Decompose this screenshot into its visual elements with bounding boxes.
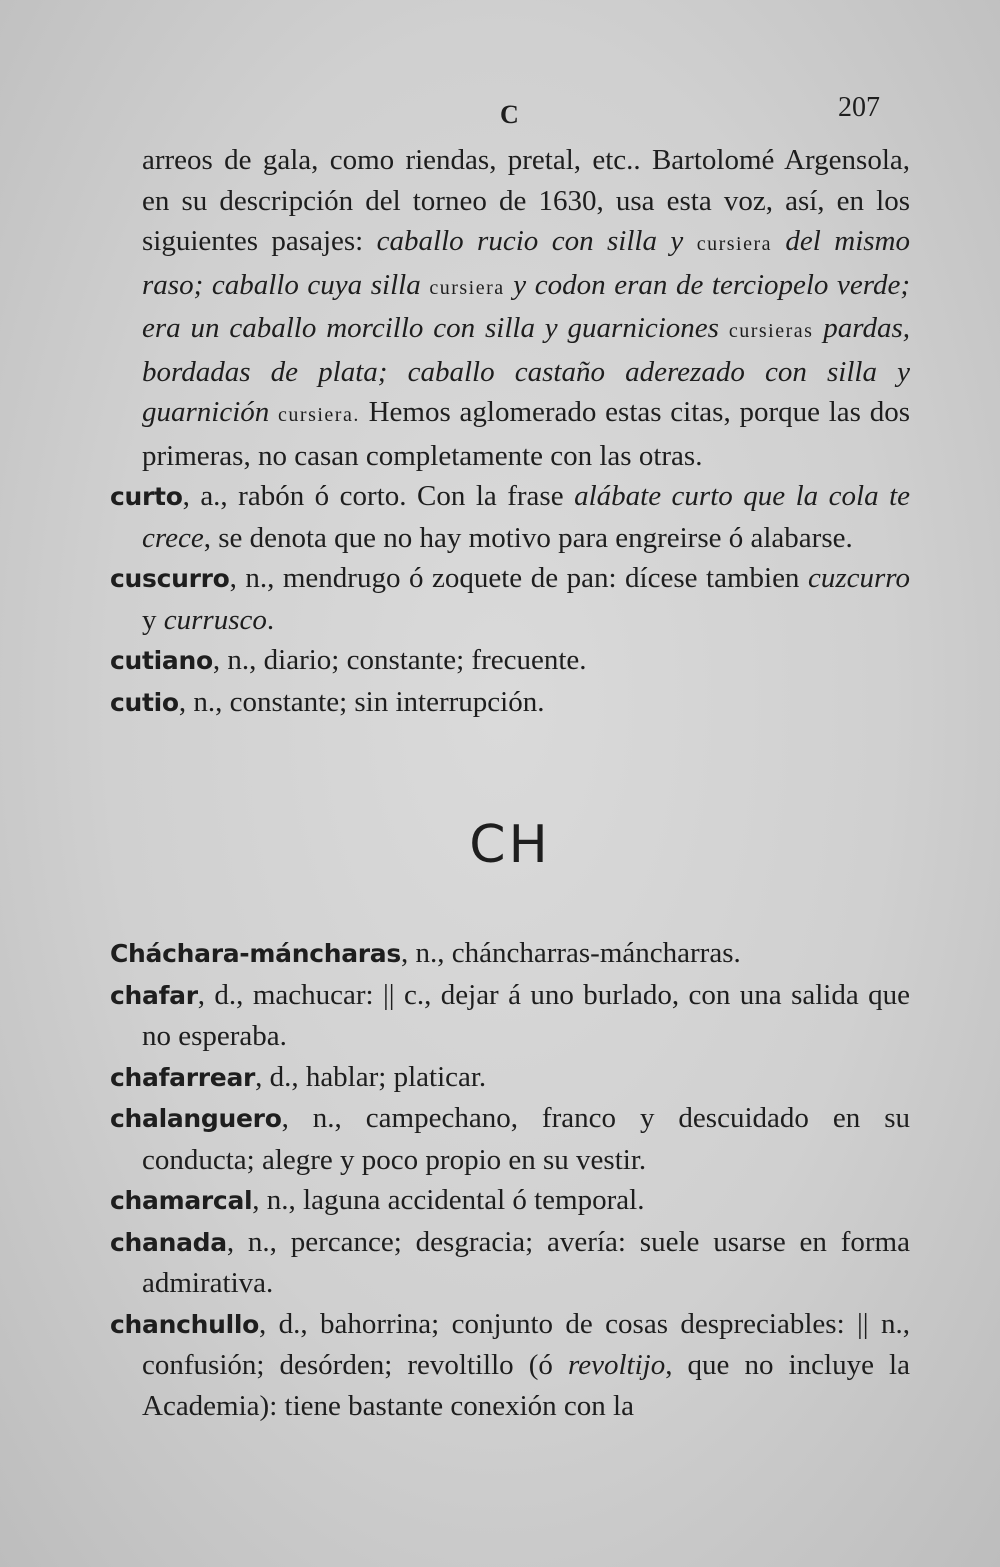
section-heading: CH xyxy=(469,815,551,875)
entry-headword: cuscurro xyxy=(110,564,230,593)
entry-italic: currusco xyxy=(163,603,267,636)
entry-definition: , que no incluye la Academia): tiene bastante conexión con la xyxy=(142,1349,910,1422)
dictionary-entry xyxy=(110,933,910,975)
dictionary-entry xyxy=(110,1098,910,1180)
quote-italic: pardas, bordadas de plata; caballo castaño aderezado con silla y guarnición xyxy=(142,312,911,428)
entry-italic: cuzcurro xyxy=(807,562,910,594)
dictionary-entry xyxy=(110,1180,910,1222)
entry-headword: chalanguero xyxy=(110,1104,282,1133)
dictionary-entry xyxy=(110,1304,910,1427)
small-caps-word: cursiera. xyxy=(278,404,360,426)
entry-italic: revoltijo xyxy=(568,1349,666,1381)
dictionary-entry xyxy=(110,682,910,724)
entry-definition: , d., bahorrina; conjunto de cosas despreciables: || n., confusión; desórden; revoltillo (ó xyxy=(142,1307,910,1381)
small-caps-word: cursiera xyxy=(696,233,772,255)
quote-italic: caballo rucio con silla y xyxy=(376,225,684,257)
entry-definition: , n., campechano, franco y descuidado en su conducta; alegre y poco propio en su vestir. xyxy=(142,1102,910,1176)
entry-definition: , d., hablar; platicar. xyxy=(255,1060,487,1093)
entry-headword: curto xyxy=(110,482,183,511)
dictionary-entry xyxy=(110,476,910,558)
text-run: Hemos aglomerado estas citas, porque las dos primeras, no casan completamente con las otras. xyxy=(142,396,911,472)
dictionary-entry xyxy=(110,1222,910,1304)
entry-definition: , n., percance; desgracia; avería: suele usarse en forma admirativa. xyxy=(142,1225,910,1299)
dictionary-entry xyxy=(110,1057,910,1099)
entry-definition: , se denota que no hay motivo para engreirse ó alabarse. xyxy=(203,521,853,554)
dictionary-entry xyxy=(110,558,910,640)
text-run: arreos de gala, como riendas, pretal, etc.. Bartolomé Argensola, en su descripción del torneo de 1630, usa esta voz, así, en los siguientes pasajes: xyxy=(142,144,910,257)
dictionary-entry xyxy=(110,975,910,1057)
small-caps-word: cursieras xyxy=(728,320,814,342)
entry-headword: chanchullo xyxy=(110,1309,260,1339)
entry-headword: chafar xyxy=(110,980,198,1010)
entry-headword: Cháchara-máncharas xyxy=(110,939,401,968)
entry-definition: , n., cháncharras-máncharras. xyxy=(400,937,741,969)
entry-definition: , a., rabón ó corto. Con la frase xyxy=(182,480,575,512)
quote-italic: del mismo raso; caballo cuya silla xyxy=(142,225,911,301)
entry-italic: alábate curto que la cola te crece xyxy=(142,480,910,554)
entry-definition: , d., machucar: || c., dejar á uno burlado, con una salida que no esperaba. xyxy=(142,978,910,1052)
page-body xyxy=(110,140,910,1426)
entry-definition: , n., mendrugo ó zoquete de pan: dícese tambien xyxy=(229,562,808,594)
entry-definition: . xyxy=(266,603,275,636)
continuation-paragraph xyxy=(110,140,910,476)
entry-headword: chanada xyxy=(110,1227,227,1257)
entry-definition: , n., laguna accidental ó temporal. xyxy=(252,1184,645,1216)
entry-definition: , n., constante; sin interrupción. xyxy=(178,685,545,718)
small-caps-word: cursiera xyxy=(429,276,505,299)
entry-headword: chafarrear xyxy=(110,1062,256,1092)
dictionary-entry xyxy=(110,640,910,682)
running-head-letter: C xyxy=(500,100,519,129)
page-number: 207 xyxy=(838,92,880,123)
entry-headword: cutio xyxy=(110,687,179,717)
entry-definition: , n., diario; constante; frecuente. xyxy=(212,644,587,676)
quote-italic: y codon eran de terciopelo verde; era un caballo morcillo con silla y guarniciones xyxy=(142,268,911,344)
entry-definition: y xyxy=(142,603,164,636)
page-header xyxy=(0,92,1000,132)
entry-headword: chamarcal xyxy=(110,1186,253,1215)
entry-headword: cutiano xyxy=(110,646,213,675)
